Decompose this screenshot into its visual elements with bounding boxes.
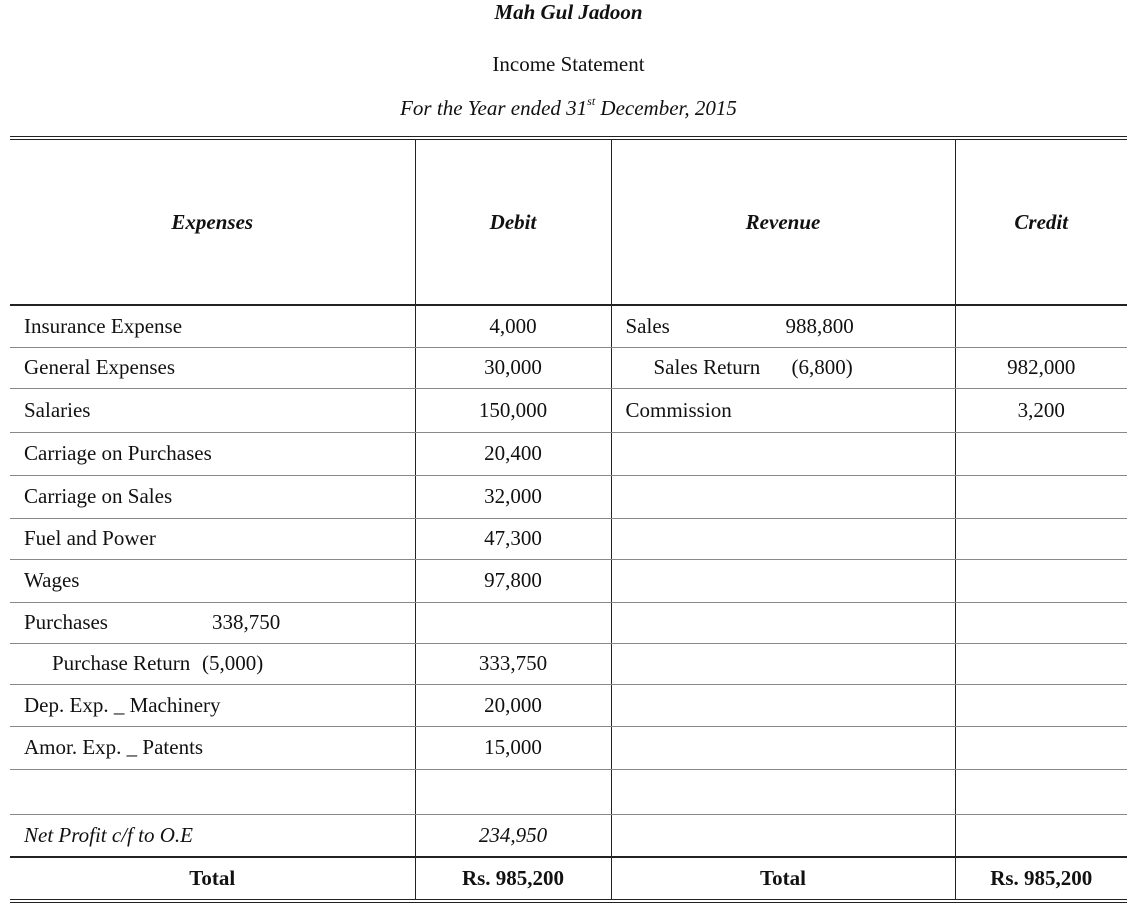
expense-label	[10, 769, 415, 814]
debit-value: 333,750	[415, 643, 611, 684]
debit-value: 30,000	[415, 347, 611, 388]
total-left-amount: Rs. 985,200	[415, 857, 611, 901]
expense-label: Fuel and Power	[10, 518, 415, 559]
revenue-label: Commission	[611, 388, 955, 432]
revenue-label: Sales Return	[653, 355, 761, 379]
empty-cell	[955, 602, 1127, 643]
revenue-header: Revenue	[611, 140, 955, 305]
table-row	[10, 305, 1127, 347]
table-row	[10, 475, 1127, 518]
table-row	[10, 726, 1127, 769]
period-suffix: December, 2015	[595, 96, 737, 120]
statement-period	[0, 96, 1137, 121]
empty-cell	[611, 726, 955, 769]
expense-label: Insurance Expense	[10, 305, 415, 347]
empty-cell	[611, 814, 955, 857]
total-left-label: Total	[10, 857, 415, 901]
period-prefix: For the Year ended 31	[400, 96, 588, 120]
debit-value: 20,400	[415, 432, 611, 475]
table-row	[10, 769, 1127, 814]
empty-cell	[611, 684, 955, 726]
empty-cell	[955, 475, 1127, 518]
table-row	[10, 432, 1127, 475]
expense-label: Salaries	[10, 388, 415, 432]
expense-amount: (5,000)	[202, 651, 264, 675]
revenue-cell	[611, 347, 955, 388]
table-row	[10, 684, 1127, 726]
statement-title: Income Statement	[492, 52, 645, 76]
expense-label: Carriage on Sales	[10, 475, 415, 518]
empty-cell	[611, 559, 955, 602]
table-row	[10, 602, 1127, 643]
income-statement-table	[10, 136, 1127, 903]
debit-value	[415, 769, 611, 814]
expense-cell	[10, 643, 415, 684]
revenue-cell	[611, 305, 955, 347]
expense-amount: 338,750	[212, 610, 281, 634]
company-name: Mah Gul Jadoon	[494, 0, 643, 24]
debit-value: 4,000	[415, 305, 611, 347]
credit-header: Credit	[955, 140, 1127, 305]
net-profit-value: 234,950	[415, 814, 611, 857]
table-row	[10, 347, 1127, 388]
revenue-amount: 988,800	[785, 313, 854, 338]
revenue-label: Sales	[625, 313, 670, 338]
empty-cell	[955, 684, 1127, 726]
totals-row	[10, 857, 1127, 901]
empty-cell	[611, 602, 955, 643]
debit-value: 97,800	[415, 559, 611, 602]
table-header-row	[10, 140, 1127, 305]
debit-value: 20,000	[415, 684, 611, 726]
empty-cell	[955, 814, 1127, 857]
empty-cell	[955, 643, 1127, 684]
expense-label: Purchase Return	[52, 651, 191, 675]
empty-cell	[955, 432, 1127, 475]
empty-cell	[611, 432, 955, 475]
table-row	[10, 559, 1127, 602]
empty-cell	[611, 769, 955, 814]
empty-cell	[611, 518, 955, 559]
debit-value: 15,000	[415, 726, 611, 769]
period-superscript: st	[587, 94, 596, 108]
net-profit-row	[10, 814, 1127, 857]
credit-value: 3,200	[955, 388, 1127, 432]
table-row	[10, 388, 1127, 432]
debit-value: 150,000	[415, 388, 611, 432]
expense-label: Purchases	[24, 610, 108, 634]
empty-cell	[955, 769, 1127, 814]
empty-cell	[611, 643, 955, 684]
revenue-amount: (6,800)	[791, 355, 853, 379]
expense-cell	[10, 602, 415, 643]
expense-label: Dep. Exp. _ Machinery	[10, 684, 415, 726]
empty-cell	[611, 475, 955, 518]
table-row	[10, 643, 1127, 684]
expenses-header: Expenses	[10, 140, 415, 305]
debit-header: Debit	[415, 140, 611, 305]
empty-cell	[955, 518, 1127, 559]
credit-value	[955, 305, 1127, 347]
total-right-label: Total	[611, 857, 955, 901]
debit-value: 32,000	[415, 475, 611, 518]
total-right-amount: Rs. 985,200	[955, 857, 1127, 901]
empty-cell	[955, 559, 1127, 602]
expense-label: Wages	[10, 559, 415, 602]
expense-label: Amor. Exp. _ Patents	[10, 726, 415, 769]
expense-label: Carriage on Purchases	[10, 432, 415, 475]
expense-label: General Expenses	[10, 347, 415, 388]
debit-value: 47,300	[415, 518, 611, 559]
credit-value: 982,000	[955, 347, 1127, 388]
net-profit-label: Net Profit c/f to O.E	[10, 814, 415, 857]
empty-cell	[955, 726, 1127, 769]
debit-value	[415, 602, 611, 643]
table-row	[10, 518, 1127, 559]
